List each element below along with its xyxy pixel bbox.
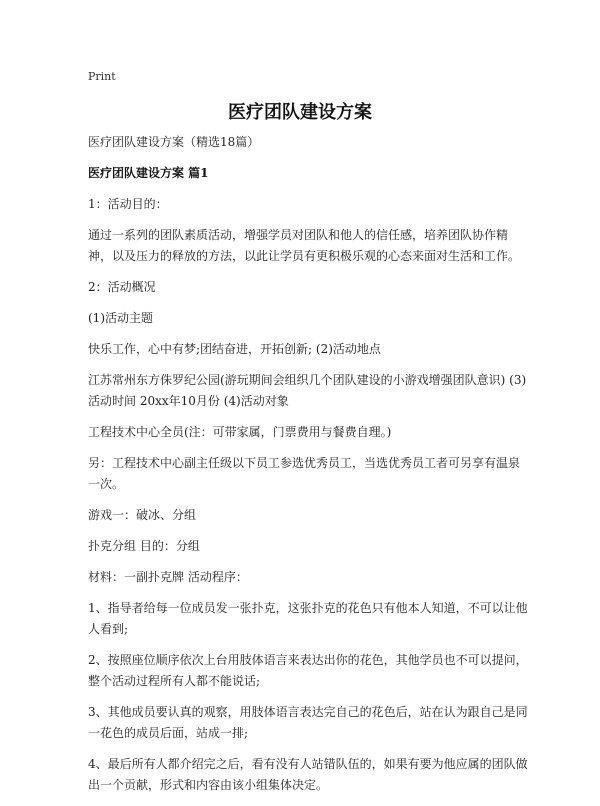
paragraph: 游戏一：破冰、分组	[88, 508, 197, 522]
paragraph: 通过一系列的团队素质活动，增强学员对团队和他人的信任感，培养团队协作精神，以及压力的释放的方法，以此让学员有更积极乐观的心态来面对生活和工作。	[88, 228, 521, 263]
paragraph: 扑克分组 目的：分组	[88, 539, 200, 553]
paragraph: 1：活动目的：	[88, 197, 168, 211]
paragraph: 快乐工作，心中有梦;团结奋进，开拓创新; (2)活动地点	[88, 342, 381, 356]
paragraph: 2、按照座位顺序依次上台用肢体语言来表达出你的花色，其他学员也不可以提问，整个活动过程所有人都不能说话;	[88, 653, 528, 688]
section-heading: 医疗团队建设方案 篇1	[88, 166, 209, 180]
paragraph: 4、最后所有人都介绍完之后，看有没有人站错队伍的，如果有要为他应属的团队做出一个贡献，形式和内容由该小组集体决定。	[88, 757, 528, 792]
document-subtitle: 医疗团队建设方案（精选18篇）	[88, 135, 260, 149]
print-label[interactable]: Print	[88, 70, 116, 83]
document-body	[88, 132, 528, 806]
page-title: 医疗团队建设方案	[228, 102, 372, 123]
paragraph: 江苏常州东方侏罗纪公园(游玩期间会组织几个团队建设的小游戏增强团队意识) (3)活动时间 20xx年10月份 (4)活动对象	[88, 373, 527, 408]
paragraph: 材料：一副扑克牌 活动程序：	[88, 570, 248, 584]
paragraph: 1、指导者给每一位成员发一张扑克，这张扑克的花色只有他本人知道，不可以让他人看到;	[88, 601, 528, 636]
paragraph: 2：活动概况	[88, 280, 156, 294]
paragraph: 3、其他成员要认真的观察，用肢体语言表达完自己的花色后，站在认为跟自己是同一花色的成员后面，站成一排;	[88, 705, 528, 740]
paragraph: 另：工程技术中心副主任级以下员工参选优秀员工，当选优秀员工者可另享有温泉一次。	[88, 456, 521, 491]
paragraph: (1)活动主题	[88, 311, 153, 325]
paragraph: 工程技术中心全员(注：可带家属，门票费用与餐费自理。)	[88, 425, 392, 439]
